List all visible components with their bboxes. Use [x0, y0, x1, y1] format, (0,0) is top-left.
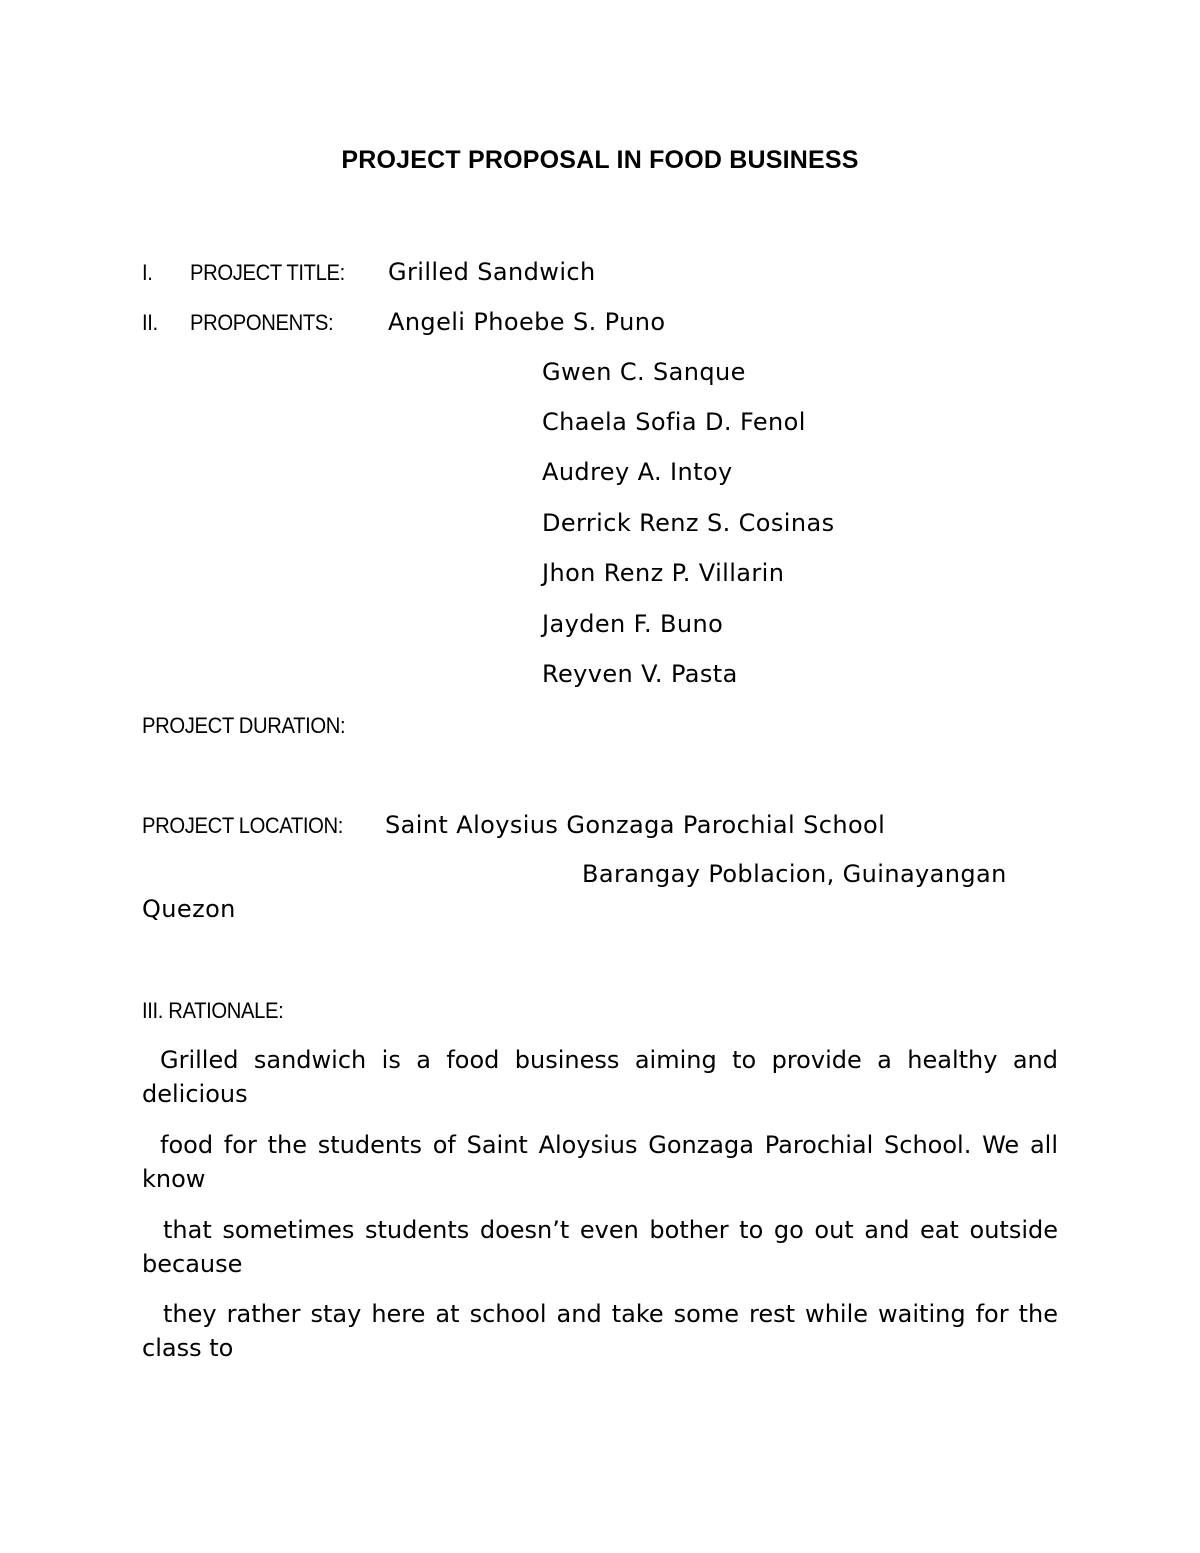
proponent-name: Jayden F. Buno [542, 610, 724, 638]
rationale-label: III. RATIONALE: [142, 998, 284, 1023]
proponent-name: Angeli Phoebe S. Puno [388, 308, 666, 336]
document-title: PROJECT PROPOSAL IN FOOD BUSINESS [341, 146, 859, 174]
rationale-paragraph [142, 1297, 1058, 1365]
proponent-name: Gwen C. Sanque [542, 358, 746, 386]
project-duration-label: PROJECT DURATION: [142, 713, 346, 738]
rationale-text: Grilled sandwich is a food business aiming to provide a healthy and delicious [142, 1046, 1058, 1108]
rationale-paragraph [142, 1043, 1058, 1111]
rationale-text: that sometimes students doesn’t even bother to go out and eat outside because [142, 1216, 1058, 1278]
rationale-paragraph [142, 1213, 1058, 1281]
project-location-label: PROJECT LOCATION: [142, 813, 344, 838]
rationale-paragraph [142, 1128, 1058, 1196]
project-location-line2: Barangay Poblacion, Guinayangan [582, 860, 1007, 888]
section-number-ii: II. [142, 310, 158, 335]
project-location-line1: Saint Aloysius Gonzaga Parochial School [385, 811, 886, 839]
proponent-name: Jhon Renz P. Villarin [542, 559, 785, 587]
proponents-label: PROPONENTS: [190, 310, 334, 335]
project-title-label: PROJECT TITLE: [190, 260, 345, 285]
rationale-text: they rather stay here at school and take some rest while waiting for the class to [142, 1300, 1058, 1362]
section-number-i: I. [142, 260, 153, 285]
proponent-name: Audrey A. Intoy [542, 458, 733, 486]
proponent-name: Reyven V. Pasta [542, 660, 738, 688]
project-location-line3: Quezon [142, 895, 236, 923]
proponent-name: Chaela Sofia D. Fenol [542, 408, 806, 436]
project-title-value: Grilled Sandwich [388, 258, 596, 286]
rationale-text: food for the students of Saint Aloysius Gonzaga Parochial School. We all know [142, 1131, 1058, 1193]
proponent-name: Derrick Renz S. Cosinas [542, 509, 835, 537]
